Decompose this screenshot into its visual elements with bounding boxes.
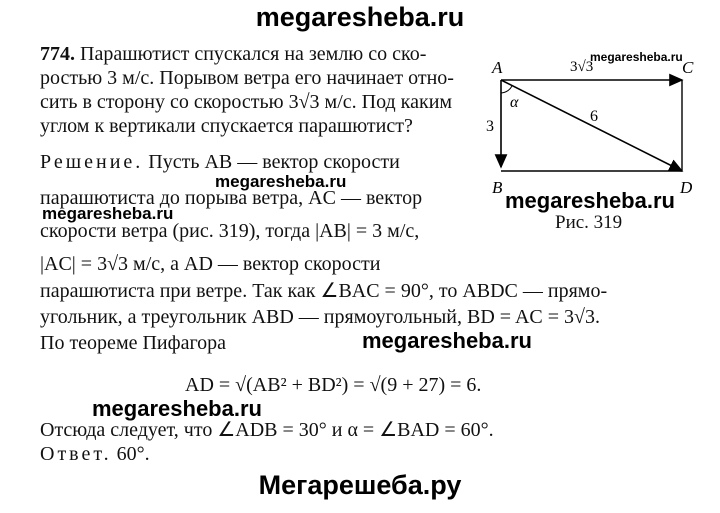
problem-line-3: сить в сторону со скоростью 3√3 м/с. Под каким (40, 91, 453, 113)
solution-line-7: По теореме Пифагора (40, 332, 227, 354)
watermark-small-1: megaresheba.ru (215, 172, 347, 191)
label-ad: 6 (590, 108, 598, 125)
solution-line-5: парашютиста при ветре. Так как ∠BAC = 90°, то ABDC — прямо- (40, 280, 608, 302)
label-ac: 3√3 (570, 59, 594, 75)
solution-line-1 (40, 150, 400, 174)
watermark-mid-2: megaresheba.ru (92, 396, 262, 421)
label-ab: 3 (486, 118, 494, 135)
vertex-a: A (492, 58, 503, 77)
edge-ad (501, 80, 682, 171)
answer-line (40, 442, 150, 466)
problem-number: 774. (40, 43, 75, 65)
solution-label: Решение. (40, 151, 144, 173)
alpha-label: α (510, 94, 519, 111)
solution-text-1: Пусть AB — вектор скорости (143, 151, 400, 173)
answer-label: Ответ. (40, 443, 112, 465)
watermark-top: megaresheba.ru (255, 2, 465, 32)
watermark-mid-1: megaresheba.ru (362, 328, 532, 353)
solution-line-2: парашютиста до порыва ветра, AC — вектор (40, 187, 423, 209)
watermark-bottom: Мегарешеба.ру (258, 470, 462, 500)
solution-line-8: Отсюда следует, что ∠ADB = 30° и α = ∠BAD = 60°. (40, 419, 494, 441)
problem-line-1 (40, 42, 426, 66)
solution-line-4: |AC| = 3√3 м/с, а AD — вектор скорости (40, 253, 381, 275)
formula: AD = √(AB² + BD²) = √(9 + 27) = 6. (185, 374, 482, 396)
vertex-b: B (492, 178, 503, 197)
angle-arc (501, 86, 512, 93)
solution-line-3: скорости ветра (рис. 319), тогда |AB| = 3 м/с, (40, 220, 420, 242)
answer-value: 60°. (111, 443, 150, 465)
vertex-c: C (682, 58, 694, 77)
problem-text-1: Парашютист спускался на землю со ско- (80, 43, 427, 65)
watermark-figure: megaresheba.ru (590, 50, 683, 64)
problem-line-2: ростью 3 м/с. Порывом ветра его начинает отно- (40, 67, 454, 89)
vertex-d: D (680, 178, 693, 197)
solution-line-6: угольник, а треугольник ABD — прямоугольный, BD = AC = 3√3. (40, 306, 600, 328)
watermark-mid-3: megaresheba.ru (505, 188, 675, 213)
problem-line-4: углом к вертикали спускается парашютист? (40, 115, 413, 137)
figure-caption: Рис. 319 (555, 212, 623, 233)
watermark-small-2: megaresheba.ru (42, 204, 174, 223)
